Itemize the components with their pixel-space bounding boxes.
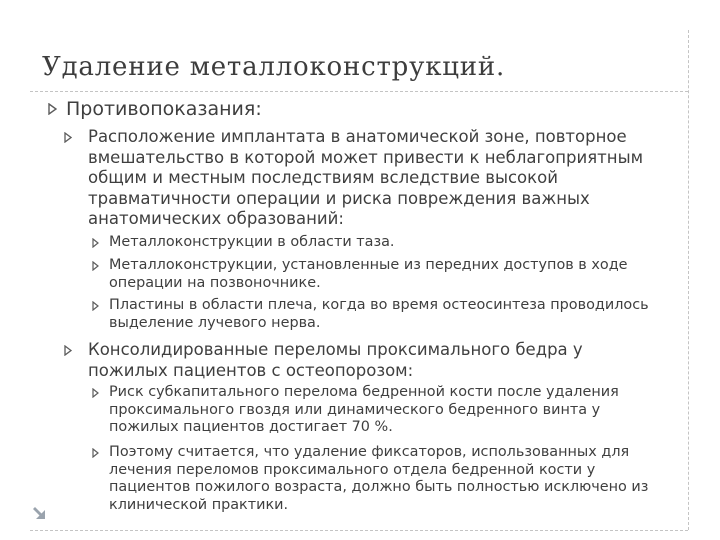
sub3-line-1: Пластины в области плеча, когда во время остеосинтеза проводилось: [109, 297, 649, 313]
bottom-border: [30, 530, 688, 531]
right-border: [688, 30, 689, 530]
heading-text: Противопоказания:: [66, 98, 262, 120]
section1-line-1: Расположение имплантата в анатомической зоне, повторное: [88, 127, 627, 146]
section1-line-5: анатомических образований:: [88, 209, 344, 229]
section1-line-3: общим и местным последствиям вследствие высокой: [88, 168, 558, 188]
sub5-line-4: клинической практики.: [109, 496, 289, 513]
sub2-line-2: операции на позвоночнике.: [109, 274, 321, 291]
title-divider: [30, 91, 688, 92]
sub4-line-3: пожилых пациентов достигает 70 %.: [109, 419, 393, 436]
sub1-line-1: Металлоконструкции в области таза.: [109, 234, 395, 250]
slide-title: Удаление металлоконструкций.: [42, 52, 506, 82]
sub5-line-2: лечения переломов проксимального отдела бедренной кости у: [109, 461, 596, 478]
section2-line-1: Консолидированные переломы проксимального бедра у: [88, 340, 583, 359]
sub5-line-1: Поэтому считается, что удаление фиксаторов, использованных для: [109, 444, 630, 460]
triangle-bullet-icon: [92, 388, 99, 398]
section2-line-2: пожилых пациентов с остеопорозом:: [88, 360, 414, 380]
corner-arrow-icon: [32, 506, 46, 520]
section1-line-2: вмешательство в которой может привести к неблагоприятным: [88, 147, 644, 167]
triangle-bullet-icon: [92, 448, 99, 458]
sub3-line-2: выделение лучевого нерва.: [109, 314, 321, 331]
triangle-bullet-icon: [92, 261, 99, 271]
section1-line-4: травматичности операции и риска повреждения важных: [88, 188, 590, 208]
triangle-bullet-icon: [64, 345, 72, 356]
triangle-bullet-icon: [92, 301, 99, 311]
sub2-line-1: Металлоконструкции, установленные из передних доступов в ходе: [109, 257, 628, 273]
triangle-bullet-icon: [64, 132, 72, 143]
sub4-line-2: проксимального гвоздя или динамического бедренного винта у: [109, 401, 601, 418]
sub4-line-1: Риск субкапитального перелома бедренной кости после удаления: [109, 384, 619, 400]
triangle-bullet-icon: [48, 103, 57, 115]
sub5-line-3: пациентов пожилого возраста, должно быть полностью исключено из: [109, 479, 649, 496]
triangle-bullet-icon: [92, 238, 99, 248]
